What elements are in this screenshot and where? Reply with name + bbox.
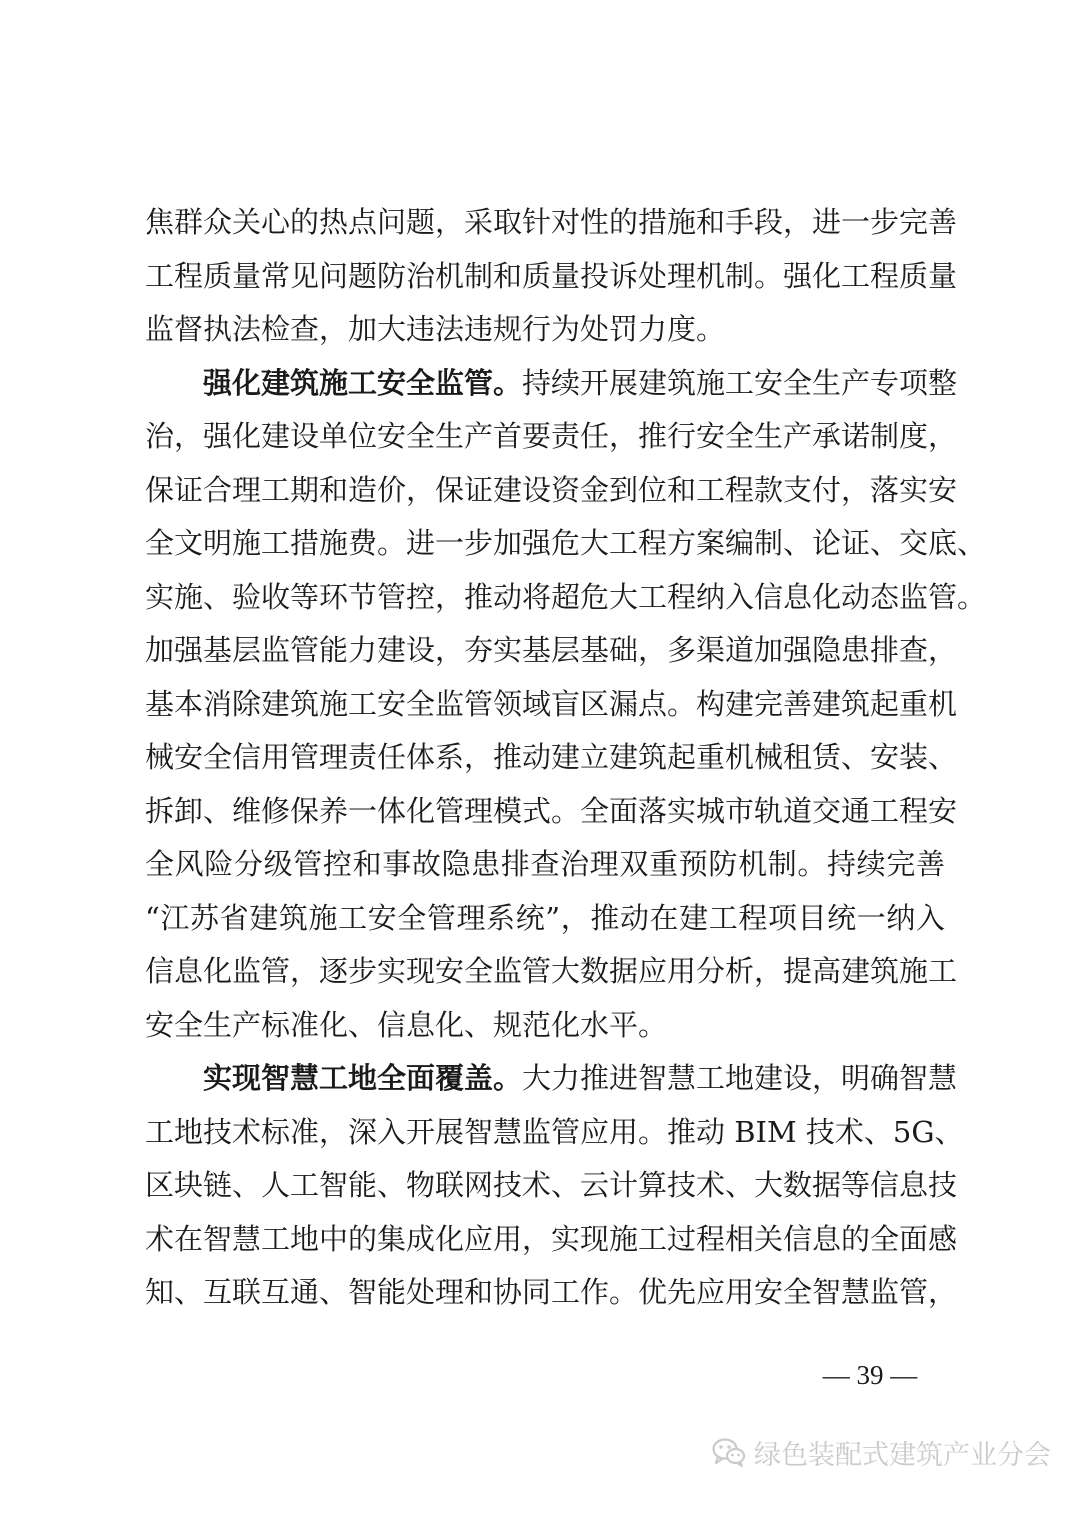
section-heading: 强化建筑施工安全监管。 [203, 365, 523, 400]
paragraph-line: “江苏省建筑施工安全管理系统”，推动在建工程项目统一纳入 [145, 900, 945, 935]
paragraph-first-line [145, 1052, 958, 1106]
paragraph-line: 治，强化建设单位安全生产首要责任，推行安全生产承诺制度， [145, 419, 958, 453]
paragraph-line: 安全生产标准化、信息化、规范化水平。 [145, 1007, 668, 1042]
paragraph-text: 持续开展建筑施工安全生产专项整 [522, 365, 958, 400]
watermark-text: 绿色装配式建筑产业分会 [754, 1439, 1051, 1471]
paragraph-text: 大力推进智慧工地建设，明确智慧 [522, 1061, 958, 1095]
paragraph-line: 拆卸、维修保养一体化管理模式。全面落实城市轨道交通工程安 [145, 793, 958, 828]
paragraph-line: 监督执法检查，加大违法违规行为处罚力度。 [145, 312, 726, 346]
paragraph-line: 加强基层监管能力建设，夯实基层基础，多渠道加强隐患排查， [145, 633, 958, 667]
paragraph-line: 全风险分级管控和事故隐患排查治理双重预防机制。持续完善 [145, 847, 945, 881]
paragraph-line: 工程质量常见问题防治机制和质量投诉处理机制。强化工程质量 [145, 258, 958, 293]
paragraph-line: 工地技术标准，深入开展智慧监管应用。推动 BIM 技术、5G、 [145, 1114, 964, 1149]
paragraph-line: 械安全信用管理责任体系，推动建立建筑起重机械租赁、安装、 [145, 740, 958, 774]
paragraph-line: 基本消除建筑施工安全监管领域盲区漏点。构建完善建筑起重机 [145, 686, 958, 721]
section-heading: 实现智慧工地全面覆盖。 [203, 1061, 523, 1095]
paragraph-line: 信息化监管，逐步实现安全监管大数据应用分析，提高建筑施工 [145, 954, 958, 988]
body-text [145, 196, 987, 1320]
paragraph-line: 保证合理工期和造价，保证建设资金到位和工程款支付，落实安 [145, 472, 958, 507]
paragraph-first-line [145, 357, 958, 411]
paragraph-line: 区块链、人工智能、物联网技术、云计算技术、大数据等信息技 [145, 1168, 958, 1202]
paragraph-line: 知、互联互通、智能处理和协同工作。优先应用安全智慧监管， [145, 1275, 958, 1309]
wechat-icon [712, 1437, 746, 1467]
page-number: — 39 — [822, 1360, 918, 1390]
paragraph-line: 术在智慧工地中的集成化应用，实现施工过程相关信息的全面感 [145, 1221, 958, 1256]
paragraph-line: 实施、验收等环节管控，推动将超危大工程纳入信息化动态监管。 [145, 579, 987, 614]
paragraph-line: 焦群众关心的热点问题，采取针对性的措施和手段，进一步完善 [145, 205, 958, 239]
watermark [712, 1432, 1051, 1472]
paragraph-line: 全文明施工措施费。进一步加强危大工程方案编制、论证、交底、 [145, 526, 987, 560]
